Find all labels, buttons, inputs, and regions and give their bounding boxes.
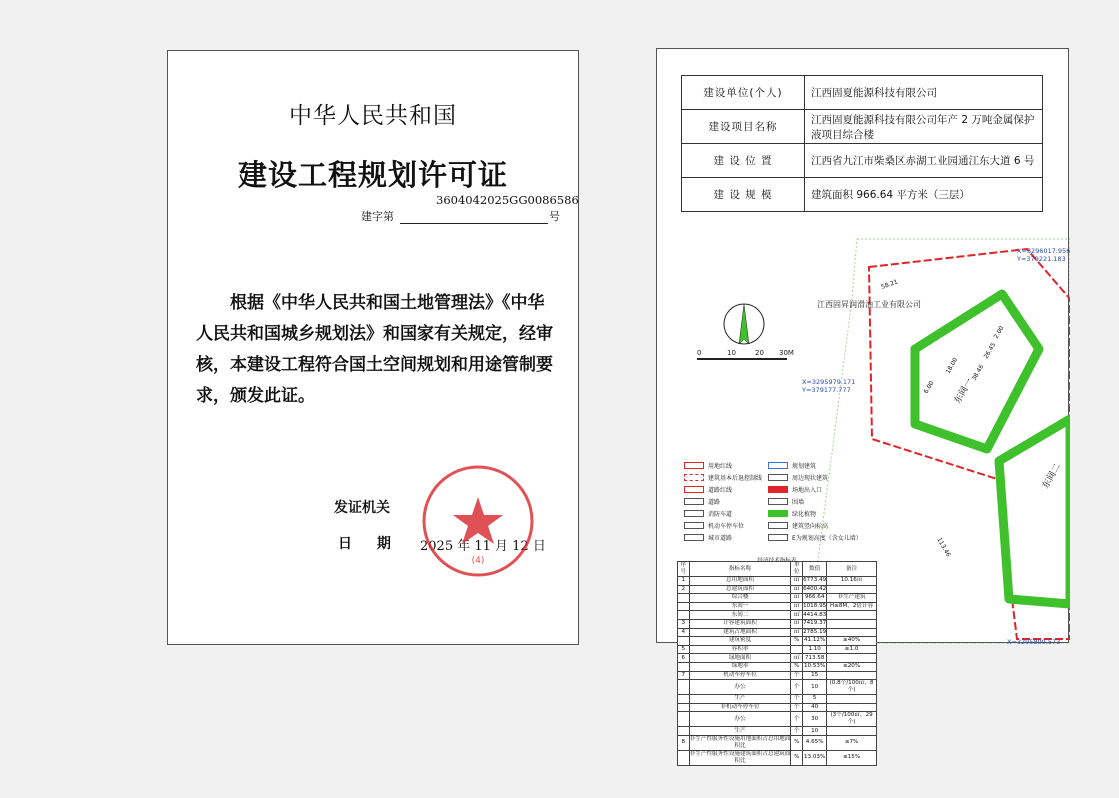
table-cell: 966.64 bbox=[803, 594, 827, 603]
table-row bbox=[678, 735, 877, 750]
table-row bbox=[682, 144, 1043, 178]
table-cell: 4414.83 bbox=[803, 611, 827, 618]
legend-row: 消防车道 绿化植物 bbox=[684, 507, 862, 519]
table-cell: H≥8M，2倍计容 bbox=[827, 602, 877, 611]
table-cell bbox=[678, 602, 690, 611]
table-row bbox=[678, 594, 877, 603]
table-row bbox=[678, 577, 877, 586]
coord-label: Y=379221.183 bbox=[1017, 255, 1066, 263]
table-cell: % bbox=[791, 637, 803, 646]
table-cell: 容积率 bbox=[689, 645, 791, 654]
table-cell: % bbox=[791, 750, 803, 765]
table-cell: 7 bbox=[678, 671, 690, 680]
legend-row: 建筑基本后退控制线 周边现状建筑 bbox=[684, 471, 862, 483]
table-cell bbox=[678, 680, 690, 695]
table-cell bbox=[827, 619, 877, 628]
table-cell: 非生产建筑 bbox=[827, 594, 877, 603]
info-label: 建设单位(个人) bbox=[682, 76, 805, 110]
table-cell: 非生产性服务性设施建筑面积占总建筑面积比 bbox=[689, 750, 791, 764]
table-cell bbox=[827, 654, 877, 663]
number-underline bbox=[400, 223, 548, 224]
table-cell: (3个/100㎡，29个) bbox=[827, 712, 877, 727]
table-cell: ㎡ bbox=[791, 594, 803, 603]
table-cell: 生产 bbox=[689, 727, 791, 736]
certificate-body: 根据《中华人民共和国土地管理法》《中华人民共和国城乡规划法》和国家有关规定，经审核，本建设工程符合国土空间规划和用途管制要求，颁发此证。 bbox=[196, 293, 553, 406]
table-cell: ㎡ bbox=[791, 611, 803, 620]
table-cell: 单位 bbox=[791, 562, 803, 577]
plan-legend bbox=[684, 459, 862, 543]
table-cell: 机动车停车位 bbox=[689, 671, 791, 680]
table-cell: 办公 bbox=[689, 680, 791, 695]
table-cell: ≤15% bbox=[827, 750, 877, 765]
coord-label: X=3296017.956 bbox=[1017, 247, 1070, 255]
table-cell bbox=[678, 637, 690, 646]
table-cell: ㎡ bbox=[791, 577, 803, 586]
table-cell: 东间二 bbox=[689, 611, 791, 620]
table-cell bbox=[678, 727, 690, 736]
table-cell: 个 bbox=[791, 671, 803, 680]
table-cell: 1.10 bbox=[803, 645, 827, 654]
table-row bbox=[678, 671, 877, 680]
table-row bbox=[678, 619, 877, 628]
table-row bbox=[678, 611, 877, 620]
table-cell: 713.58 bbox=[803, 654, 827, 663]
legend-row: 城市道路 E为规划高度（含女儿墙） bbox=[684, 531, 862, 543]
table-row bbox=[678, 680, 877, 695]
table-cell bbox=[827, 671, 877, 680]
table-cell: 绿地面积 bbox=[689, 654, 791, 663]
table-cell: 6 bbox=[678, 654, 690, 663]
table-cell: 序号 bbox=[678, 562, 690, 577]
table-cell: ㎡ bbox=[791, 654, 803, 663]
table-row bbox=[678, 695, 877, 704]
econ-table bbox=[677, 561, 877, 766]
info-label: 建设项目名称 bbox=[682, 110, 805, 144]
table-cell: 4 bbox=[678, 628, 690, 637]
site-plan-page bbox=[656, 48, 1069, 643]
table-cell: 10 bbox=[803, 727, 827, 736]
certificate-number-prefix: 建字第 bbox=[361, 210, 394, 223]
table-cell: 建筑密度 bbox=[689, 637, 791, 646]
dim-label: 26.45 bbox=[982, 341, 998, 360]
table-row bbox=[682, 110, 1043, 144]
table-cell: 3 bbox=[678, 619, 690, 628]
dim-label: 18.00 bbox=[944, 356, 960, 375]
table-cell: 总用地面积 bbox=[689, 577, 791, 586]
dim-label: 113.46 bbox=[935, 536, 952, 559]
table-cell: 个 bbox=[791, 712, 803, 727]
table-row bbox=[678, 662, 877, 671]
coord-label: X=3295979.171 bbox=[802, 378, 856, 386]
table-cell: 东间一 bbox=[689, 602, 791, 611]
certificate-number-suffix: 号 bbox=[549, 210, 560, 223]
building-label: 东间二 bbox=[1040, 462, 1064, 491]
project-info-table bbox=[681, 75, 1043, 212]
certificate-title: 建设工程规划许可证 bbox=[237, 158, 508, 192]
table-row bbox=[678, 637, 877, 646]
table-cell: 41.12% bbox=[803, 637, 826, 644]
table-row bbox=[682, 178, 1043, 212]
table-cell: 个 bbox=[791, 703, 803, 712]
table-cell: 1 bbox=[678, 577, 690, 586]
info-value: 江西固夏能源科技有限公司年产 2 万吨金属保护液项目综合楼 bbox=[805, 110, 1043, 144]
table-cell: 非生产性服务性设施用地面积占总用地面积比 bbox=[689, 735, 791, 749]
table-cell: 指标名称 bbox=[689, 562, 791, 577]
table-cell: 非机动车停车位 bbox=[689, 703, 791, 712]
table-row bbox=[678, 628, 877, 637]
table-row bbox=[678, 602, 877, 611]
table-cell: 5 bbox=[678, 645, 690, 654]
info-value: 江西固夏能源科技有限公司 bbox=[805, 76, 1043, 110]
table-cell: 8 bbox=[678, 735, 690, 750]
issuer-label: 发证机关 bbox=[334, 500, 390, 516]
scale-tick: 0 bbox=[697, 349, 702, 357]
table-cell: 1018.95 bbox=[803, 603, 827, 610]
dim-label: 38.46 bbox=[970, 363, 986, 382]
table-cell: ㎡ bbox=[791, 628, 803, 637]
table-cell: 建筑占地面积 bbox=[689, 628, 791, 637]
table-cell: 个 bbox=[791, 695, 803, 704]
table-cell: 4.65% bbox=[803, 735, 827, 750]
table-cell: 10 bbox=[803, 680, 827, 695]
info-label: 建 设 位 置 bbox=[682, 144, 805, 178]
table-cell: 40 bbox=[803, 703, 827, 712]
table-row bbox=[678, 585, 877, 594]
table-cell: 2785.19 bbox=[803, 628, 827, 635]
table-cell: 13.03% bbox=[803, 750, 827, 765]
table-cell: ㎡ bbox=[791, 585, 803, 594]
info-label: 建 设 规 模 bbox=[682, 178, 805, 212]
info-value: 建筑面积 966.64 平方米（三层） bbox=[805, 178, 1043, 212]
table-cell: 5 bbox=[803, 695, 827, 704]
table-cell: ≥1.0 bbox=[827, 645, 877, 654]
info-value: 江西省九江市柴桑区赤湖工业园通江东大道 6 号 bbox=[805, 144, 1043, 178]
table-cell bbox=[678, 611, 690, 620]
table-row bbox=[678, 654, 877, 663]
certificate-country: 中华人民共和国 bbox=[289, 103, 457, 129]
date-value: 2025 年 11 月 12 日 bbox=[420, 539, 546, 554]
table-cell bbox=[827, 727, 877, 736]
table-cell: 7419.37 bbox=[803, 620, 827, 627]
table-cell: 办公 bbox=[689, 712, 791, 727]
table-cell: 2 bbox=[678, 585, 690, 594]
scale-tick: 20 bbox=[755, 349, 764, 357]
table-cell: ≥40% bbox=[827, 637, 877, 646]
table-row bbox=[678, 703, 877, 712]
table-cell bbox=[678, 703, 690, 712]
seal-sub: (4) bbox=[471, 556, 485, 566]
legend-row: 道路红线 场地出入口 bbox=[684, 483, 862, 495]
table-cell bbox=[827, 703, 877, 712]
table-row bbox=[682, 76, 1043, 110]
table-cell: ㎡ bbox=[791, 619, 803, 628]
table-cell: 10.53% bbox=[803, 663, 826, 670]
table-cell: 15 bbox=[803, 671, 827, 680]
table-row bbox=[678, 712, 877, 727]
certificate-page bbox=[167, 50, 579, 645]
scale-tick: 30M bbox=[779, 349, 794, 357]
table-cell: ≤7% bbox=[827, 735, 877, 750]
table-cell: 6773.49 bbox=[803, 577, 827, 584]
table-cell: 生产 bbox=[689, 695, 791, 704]
table-cell: 备注 bbox=[827, 562, 877, 577]
table-cell: % bbox=[791, 735, 803, 750]
table-cell bbox=[678, 662, 690, 671]
table-row bbox=[678, 727, 877, 736]
dim-label: 58.21 bbox=[880, 278, 899, 291]
building-label: 东间一 bbox=[952, 377, 976, 406]
coord-label: X=3295899.573 bbox=[1007, 638, 1061, 644]
table-cell bbox=[827, 585, 877, 594]
table-cell: 数值 bbox=[803, 562, 827, 577]
table-cell: 个 bbox=[791, 727, 803, 736]
table-cell: 综合楼 bbox=[689, 594, 791, 603]
legend-row: 用地红线 规划建筑 bbox=[684, 459, 862, 471]
certificate-number: 3604042025GG0086586 bbox=[436, 193, 579, 207]
table-cell bbox=[827, 695, 877, 704]
table-cell: 10.16亩 bbox=[827, 577, 877, 586]
table-cell bbox=[827, 628, 877, 637]
table-cell: (0.8个/100㎡，8个) bbox=[827, 680, 877, 695]
dim-label: 2.00 bbox=[992, 324, 1006, 340]
table-cell bbox=[678, 695, 690, 704]
table-cell: % bbox=[791, 662, 803, 671]
neighbor-label: 江西固昇润滑油工业有限公司 bbox=[817, 300, 921, 309]
date-label: 日 期 bbox=[338, 536, 401, 552]
table-row bbox=[678, 750, 877, 765]
coord-label: Y=379177.777 bbox=[802, 386, 851, 394]
table-cell bbox=[791, 645, 803, 654]
table-cell: 计容建筑面积 bbox=[689, 619, 791, 628]
table-cell: 总建筑面积 bbox=[689, 585, 791, 594]
table-cell bbox=[827, 611, 877, 620]
table-row bbox=[678, 645, 877, 654]
table-cell bbox=[678, 712, 690, 727]
table-cell: ≤20% bbox=[827, 662, 877, 671]
table-cell: ㎡ bbox=[791, 602, 803, 611]
table-cell: 个 bbox=[791, 680, 803, 695]
official-seal-icon bbox=[418, 461, 538, 581]
table-cell bbox=[678, 750, 690, 765]
legend-row: 道路 围墙 bbox=[684, 495, 862, 507]
table-cell: 30 bbox=[803, 712, 827, 727]
scale-tick: 10 bbox=[727, 349, 736, 357]
econ-header-row bbox=[678, 562, 877, 577]
dim-label: 6.00 bbox=[922, 379, 936, 395]
legend-row: 机动车停车位 建筑竖向标高 bbox=[684, 519, 862, 531]
table-cell: 6400.42 bbox=[803, 585, 827, 592]
table-cell bbox=[678, 594, 690, 603]
table-cell: 绿地率 bbox=[689, 662, 791, 671]
